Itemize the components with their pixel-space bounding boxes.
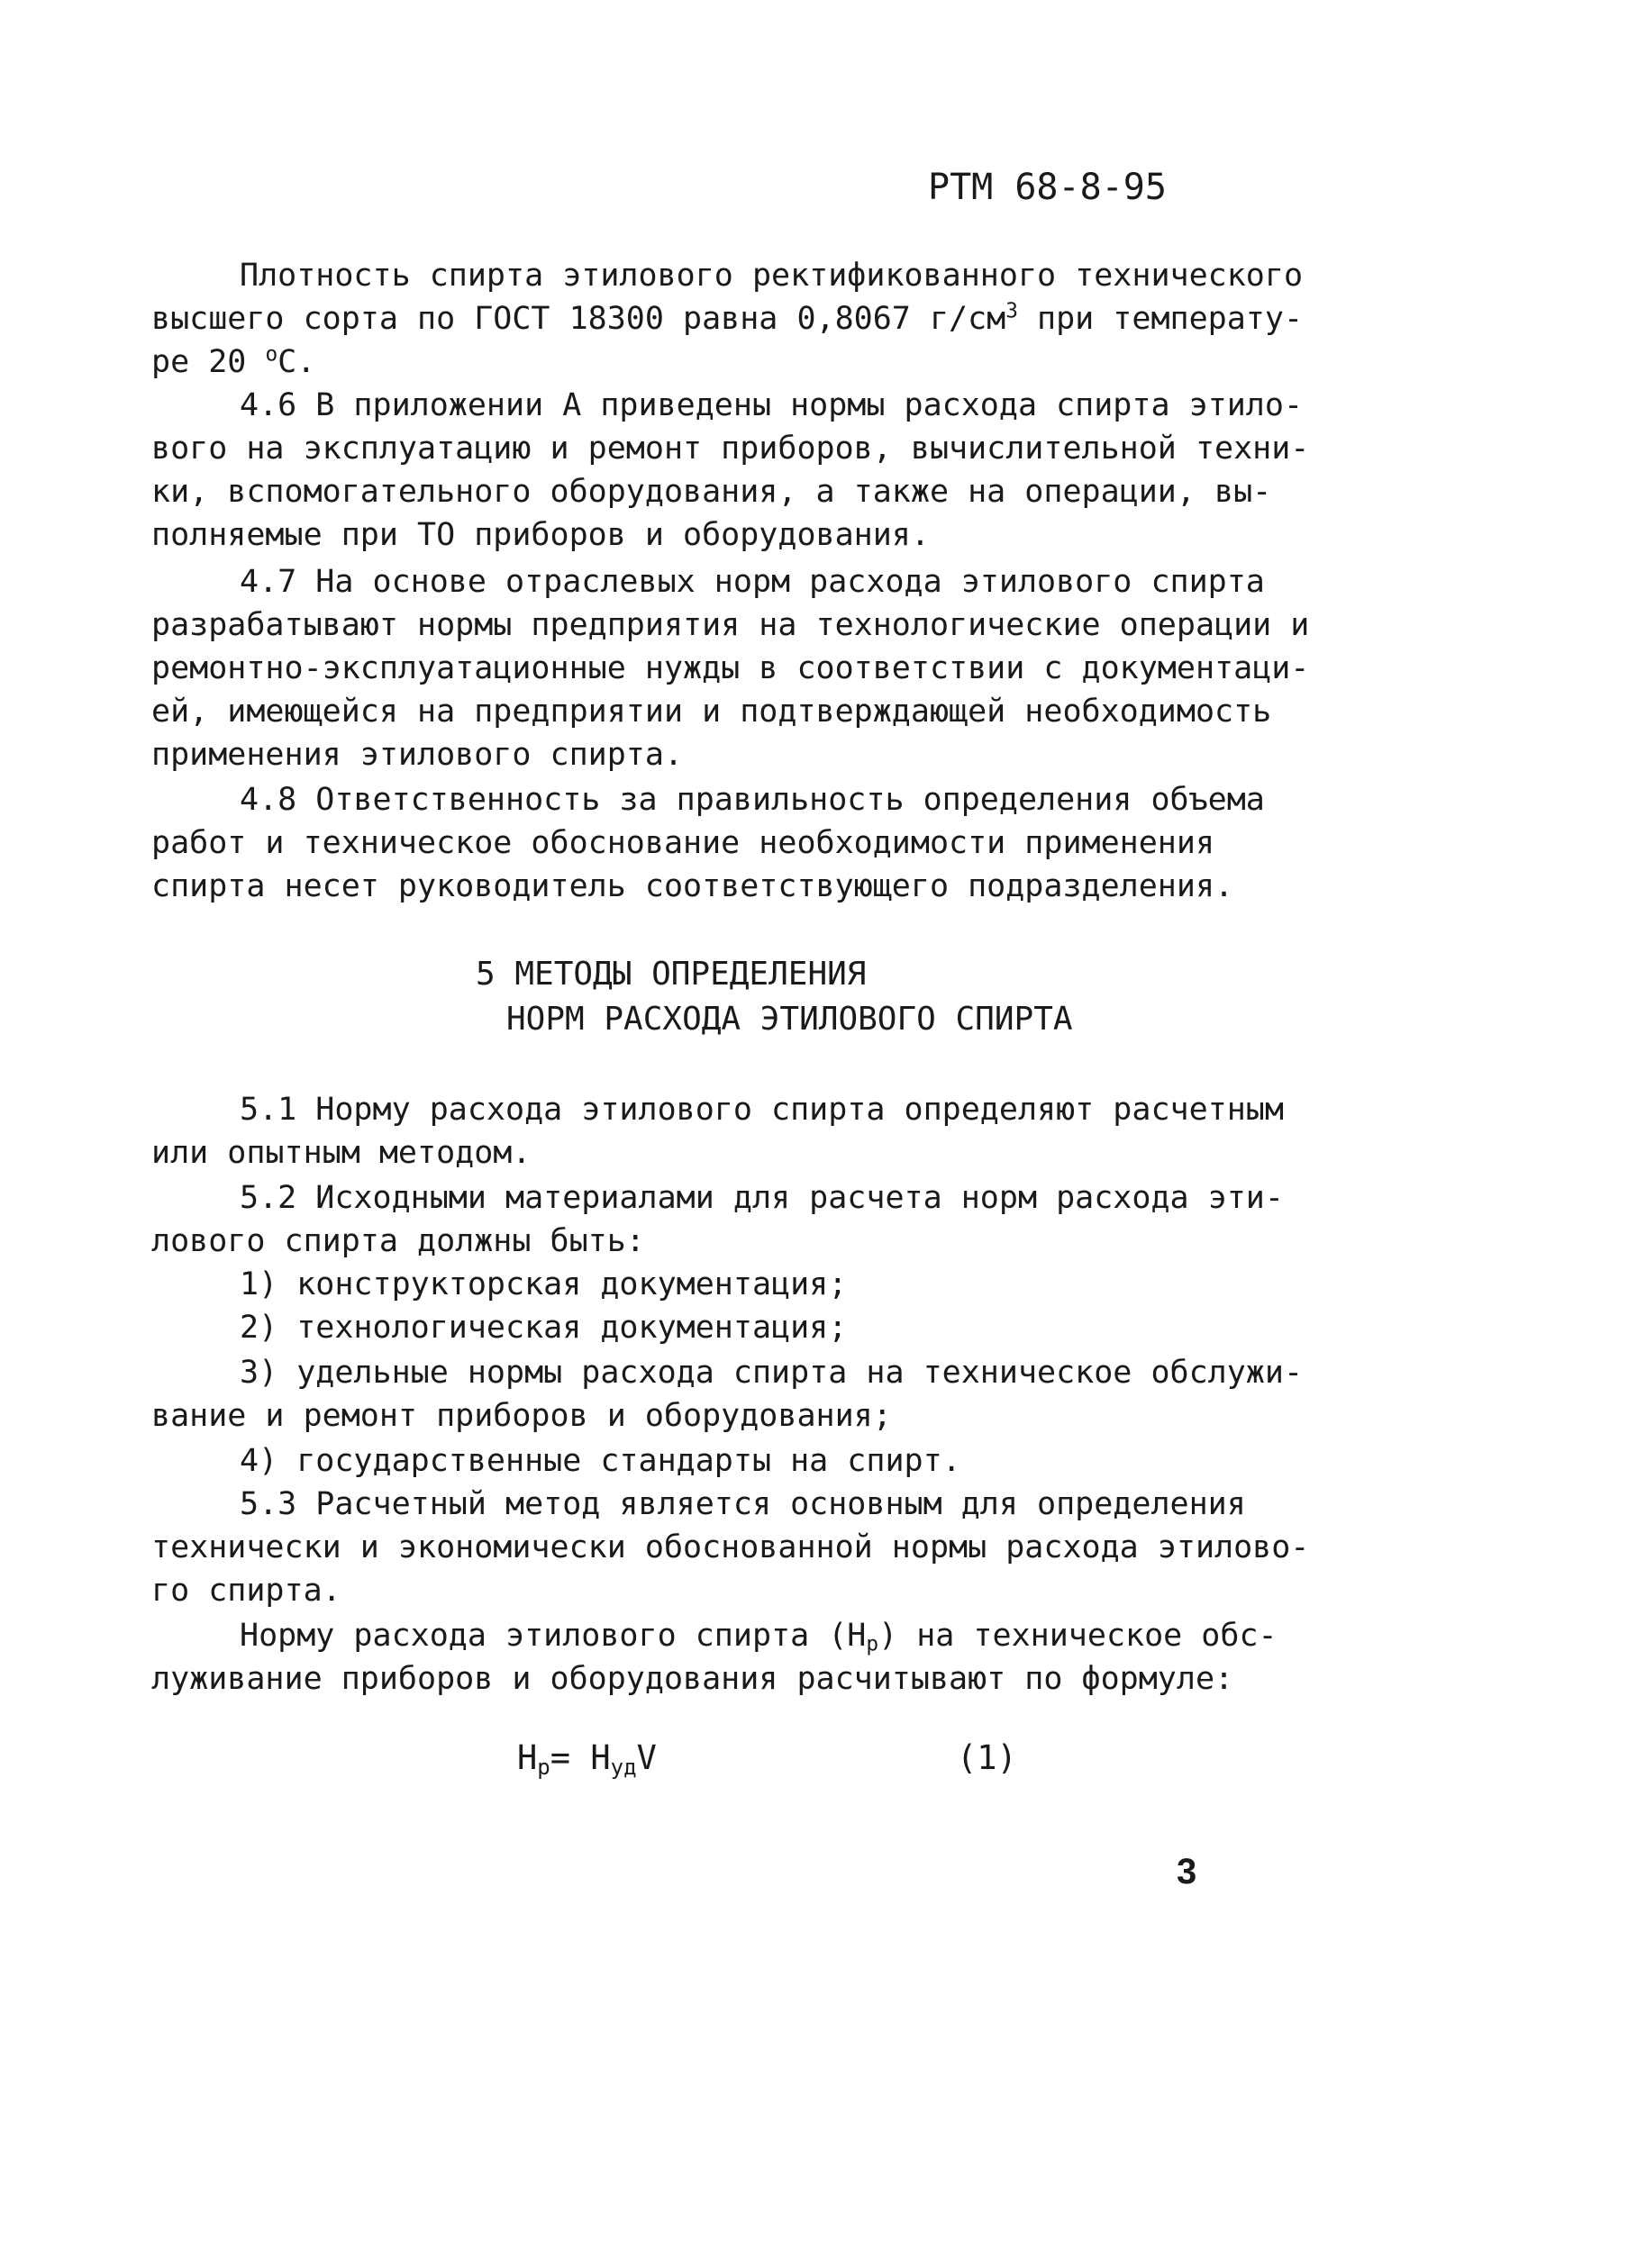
- clause-4-7-line-3: ремонтно-эксплуатационные нужды в соответствии с документаци-: [151, 650, 1310, 686]
- clause-4-7-line-5: применения этилового спирта.: [151, 737, 684, 773]
- list-item: 4) государственные стандарты на спирт.: [240, 1443, 961, 1479]
- temperature-text: ре 20: [151, 344, 266, 380]
- list-item: 3) удельные нормы расхода спирта на техническое обслужи-: [240, 1355, 1304, 1391]
- formula-equals: = Н: [550, 1738, 611, 1777]
- paragraph-density-line-2: [151, 297, 1303, 340]
- clause-4-6-line-4: полняемые при ТО приборов и оборудования.: [151, 517, 930, 553]
- clause-5-1-line-1: 5.1 Норму расхода этилового спирта определяют расчетным: [240, 1092, 1284, 1128]
- formula-lhs: Н: [517, 1738, 538, 1777]
- norm-paragraph-line-1: [240, 1614, 1278, 1657]
- density-text-b: при температу-: [1017, 301, 1304, 337]
- clause-5-2-line-1: 5.2 Исходными материалами для расчета норм расхода эти-: [240, 1180, 1284, 1216]
- norm-text-a: Норму расхода этилового спирта (Н: [240, 1618, 867, 1654]
- clause-4-8-line-3: спирта несет руководитель соответствующего подразделения.: [151, 868, 1234, 904]
- clause-5-3-line-3: го спирта.: [151, 1573, 341, 1609]
- clause-5-2-line-2: лового спирта должны быть:: [151, 1223, 645, 1259]
- section-5-heading-line-2: НОРМ РАСХОДА ЭТИЛОВОГО СПИРТА: [506, 1001, 1073, 1038]
- degree-sign: о: [265, 342, 278, 367]
- document-code: РТМ 68-8-95: [928, 167, 1167, 208]
- celsius-text: С.: [277, 344, 316, 380]
- clause-5-1-line-2: или опытным методом.: [151, 1135, 532, 1171]
- clause-4-7-line-2: разрабатывают нормы предприятия на технологические операции и: [151, 607, 1310, 643]
- list-item: 1) конструкторская документация;: [240, 1266, 848, 1302]
- clause-4-6-line-1: 4.6 В приложении А приведены нормы расхода спирта этило-: [240, 387, 1304, 423]
- formula-lhs-subscript: р: [537, 1755, 550, 1780]
- norm-text-b: ) на техническое обс-: [878, 1618, 1278, 1654]
- formula: [517, 1737, 657, 1780]
- list-item-continuation: вание и ремонт приборов и оборудования;: [151, 1398, 892, 1434]
- clause-5-3-line-2: технически и экономически обоснованной нормы расхода этилово-: [151, 1529, 1310, 1565]
- formula-rhs-variable: V: [636, 1738, 657, 1777]
- section-5-heading-line-1: 5 МЕТОДЫ ОПРЕДЕЛЕНИЯ: [476, 956, 867, 993]
- clause-5-3-line-1: 5.3 Расчетный метод является основным для определения: [240, 1486, 1246, 1522]
- clause-4-8-line-2: работ и техническое обоснование необходимости применения: [151, 825, 1215, 861]
- paragraph-density-line-3: [151, 340, 315, 384]
- formula-number: (1): [957, 1738, 1017, 1777]
- paragraph-density-line-1: Плотность спирта этилового ректификованного технического: [240, 258, 1304, 294]
- density-text-a: высшего сорта по ГОСТ 18300 равна 0,8067 г/см: [151, 301, 1006, 337]
- clause-4-8-line-1: 4.8 Ответственность за правильность определения объема: [240, 782, 1265, 818]
- clause-4-6-line-2: вого на эксплуатацию и ремонт приборов, вычислительной техни-: [151, 431, 1310, 467]
- clause-4-7-line-1: 4.7 На основе отраслевых норм расхода этилового спирта: [240, 564, 1265, 600]
- norm-subscript: р: [866, 1632, 879, 1656]
- clause-4-7-line-4: ей, имеющейся на предприятии и подтверждающей необходимость: [151, 694, 1272, 730]
- page-number: 3: [1177, 1852, 1197, 1892]
- cubic-exponent: 3: [1005, 299, 1018, 323]
- norm-paragraph-line-2: луживание приборов и оборудования расчитывают по формуле:: [151, 1661, 1234, 1697]
- formula-rhs-subscript: уд: [610, 1755, 637, 1780]
- list-item: 2) технологическая документация;: [240, 1310, 848, 1346]
- clause-4-6-line-3: ки, вспомогательного оборудования, а также на операции, вы-: [151, 474, 1272, 510]
